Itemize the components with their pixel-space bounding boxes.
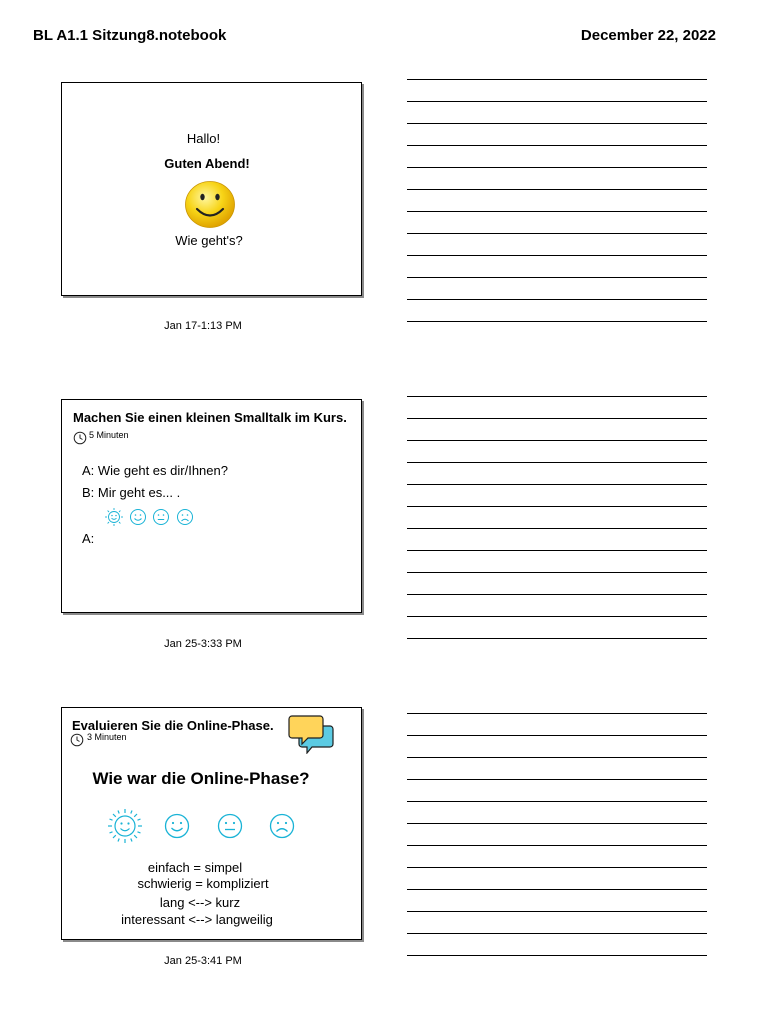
slide-2-line-c: A: <box>82 531 95 546</box>
note-line <box>407 933 707 934</box>
note-line <box>407 277 707 278</box>
note-line <box>407 616 707 617</box>
slide-2-mood-icons <box>104 507 204 527</box>
slide-1-question: Wie geht's? <box>175 233 243 248</box>
note-line <box>407 123 707 124</box>
slide-3-vocab-2: schwierig = kompliziert <box>137 876 269 891</box>
neutral-face-icon <box>217 813 243 839</box>
slide-1-hello: Hallo! <box>186 131 221 146</box>
happy-face-icon <box>129 508 147 526</box>
note-line <box>407 823 707 824</box>
slide-2-duration: 5 Minuten <box>89 430 129 440</box>
note-line <box>407 550 707 551</box>
slide-2-line-a: A: Wie geht es dir/Ihnen? <box>82 463 228 478</box>
slide-2 <box>61 399 362 613</box>
document-date: December 22, 2022 <box>580 27 716 44</box>
clock-icon <box>70 733 84 747</box>
smiley-face-icon <box>184 180 236 229</box>
slide-3-vocab-3: lang <--> kurz <box>159 895 241 910</box>
note-line <box>407 845 707 846</box>
note-line <box>407 211 707 212</box>
note-line <box>407 757 707 758</box>
note-line <box>407 321 707 322</box>
slide-3-title: Evaluieren Sie die Online-Phase. <box>72 718 274 733</box>
sun-face-icon <box>106 807 144 845</box>
note-line <box>407 167 707 168</box>
slide-1-greeting: Guten Abend! <box>164 156 250 171</box>
clock-icon <box>73 431 87 445</box>
slide-3-vocab-4: interessant <--> langweilig <box>121 912 273 927</box>
note-line <box>407 955 707 956</box>
note-line <box>407 79 707 80</box>
happy-face-icon <box>164 813 190 839</box>
note-line <box>407 506 707 507</box>
note-line <box>407 911 707 912</box>
note-line <box>407 233 707 234</box>
note-line <box>407 462 707 463</box>
slide-1-timestamp: Jan 17-1:13 PM <box>164 320 242 332</box>
note-line <box>407 145 707 146</box>
slide-3-question: Wie war die Online-Phase? <box>92 769 310 788</box>
sad-face-icon <box>269 813 295 839</box>
note-line <box>407 528 707 529</box>
note-line <box>407 189 707 190</box>
note-line <box>407 735 707 736</box>
note-line <box>407 801 707 802</box>
note-line <box>407 572 707 573</box>
sad-face-icon <box>176 508 194 526</box>
note-line <box>407 889 707 890</box>
document-title: BL A1.1 Sitzung8.notebook <box>33 27 227 44</box>
slide-1 <box>61 82 362 296</box>
slide-2-title: Machen Sie einen kleinen Smalltalk im Kurs. <box>73 410 347 425</box>
slide-3 <box>61 707 362 940</box>
note-line <box>407 713 707 714</box>
note-line <box>407 299 707 300</box>
slide-3-timestamp: Jan 25-3:41 PM <box>164 955 242 967</box>
note-line <box>407 396 707 397</box>
note-line <box>407 867 707 868</box>
slide-3-mood-icons <box>106 807 306 845</box>
note-line <box>407 101 707 102</box>
note-line <box>407 638 707 639</box>
slide-3-vocab-1: einfach = simpel <box>147 860 243 875</box>
note-line <box>407 440 707 441</box>
note-line <box>407 594 707 595</box>
sun-face-icon <box>104 507 124 527</box>
slide-2-timestamp: Jan 25-3:33 PM <box>164 638 242 650</box>
neutral-face-icon <box>152 508 170 526</box>
slide-3-duration: 3 Minuten <box>87 732 127 742</box>
note-line <box>407 418 707 419</box>
note-line <box>407 779 707 780</box>
slide-2-line-b: B: Mir geht es... . <box>82 485 181 500</box>
speech-bubbles-icon <box>288 714 334 754</box>
note-line <box>407 255 707 256</box>
note-line <box>407 484 707 485</box>
